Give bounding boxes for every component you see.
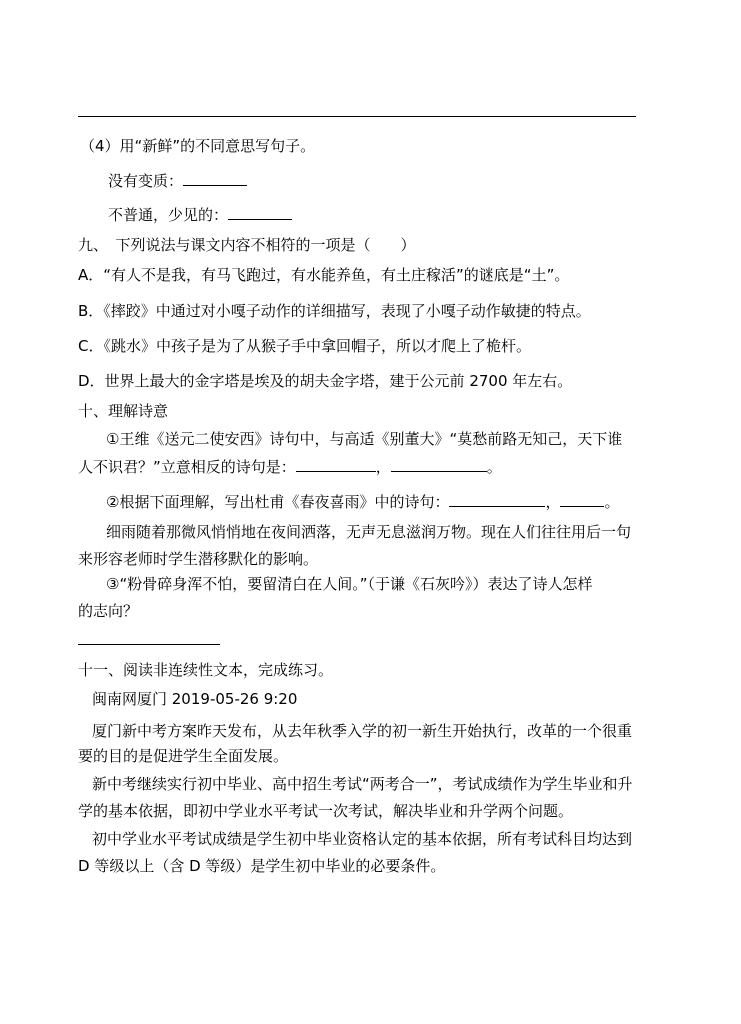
q9-option-c: C．《跳水》中孩子是为了从猴子手中拿回帽子，所以才爬上了桅杆。 [78, 337, 531, 355]
q4-prompt: （4）用“新鲜”的不同意思写句子。 [80, 137, 316, 155]
answer-blank[interactable] [449, 492, 545, 507]
q11-para1-line2: 要的目的是促进学生全面发展。 [78, 747, 289, 765]
q10-part2-desc2: 来形容老师时学生潜移默化的影响。 [78, 550, 319, 568]
q9-heading: 九、 下列说法与课文内容不相符的一项是（ ） [78, 236, 416, 254]
q10-part3-line2: 的志向？ [78, 602, 139, 620]
q10-heading: 十、理解诗意 [78, 402, 169, 420]
q10-part2-line1 [106, 492, 619, 512]
q10-part1-line1: ①王维《送元二使安西》诗句中，与高适《别董大》“莫愁前路无知己，天下谁 [106, 430, 623, 448]
answer-line[interactable] [78, 644, 220, 645]
q11-heading: 十一、阅读非连续性文本，完成练习。 [78, 661, 334, 679]
q11-source: 闽南网厦门 2019-05-26 9:20 [92, 690, 298, 708]
comma: ， [545, 493, 561, 511]
q11-para3-line2: D 等级以上（含 D 等级）是学生初中毕业的必要条件。 [78, 857, 446, 875]
q4-item-1-label: 没有变质： [108, 172, 184, 190]
q11-para2-line2: 学的基本依据，即初中学业水平考试一次考试，解决毕业和升学两个问题。 [78, 802, 574, 820]
answer-blank[interactable] [391, 457, 487, 472]
answer-blank[interactable] [183, 171, 247, 186]
q11-para3-line1: 初中学业水平考试成绩是学生初中毕业资格认定的基本依据，所有考试科目均达到 [92, 830, 633, 848]
q10-part1-text: 人不识君？”立意相反的诗句是： [78, 458, 296, 476]
q11-para1-line1: 厦门新中考方案昨天发布，从去年秋季入学的初一新生开始执行，改革的一个很重 [92, 722, 633, 740]
q10-part2-desc1: 细雨随着那微风悄悄地在夜间洒落，无声无息滋润万物。现在人们往往用后一句 [106, 523, 632, 541]
q10-part3-line1: ③“粉骨碎身浑不怕，要留清白在人间。”（于谦《石灰吟》）表达了诗人怎样 [106, 575, 593, 593]
q10-part1-line2 [78, 457, 502, 477]
q9-option-a: A．“有人不是我，有马飞跑过，有水能养鱼，有土庄稼活”的谜底是“土”。 [78, 266, 570, 284]
comma: ， [375, 458, 391, 476]
answer-blank[interactable] [228, 205, 292, 220]
period: 。 [604, 493, 620, 511]
q11-para2-line1: 新中考继续实行初中毕业、高中招生考试“两考合一”，考试成绩作为学生毕业和升 [92, 775, 633, 793]
q9-option-d: D．世界上最大的金字塔是埃及的胡夫金字塔，建于公元前 2700 年左右。 [78, 372, 573, 390]
q9-option-b: B．《摔跤》中通过对小嘎子动作的详细描写，表现了小嘎子动作敏捷的特点。 [78, 302, 591, 320]
period: 。 [486, 458, 502, 476]
q4-item-2-label: 不普通，少见的： [108, 206, 229, 224]
q4-item-2 [108, 205, 292, 225]
q4-item-1 [108, 171, 247, 191]
answer-blank[interactable] [560, 492, 604, 507]
answer-blank[interactable] [296, 457, 376, 472]
q10-part2-text: ②根据下面理解，写出杜甫《春夜喜雨》中的诗句： [106, 493, 450, 511]
answer-line [78, 116, 636, 117]
